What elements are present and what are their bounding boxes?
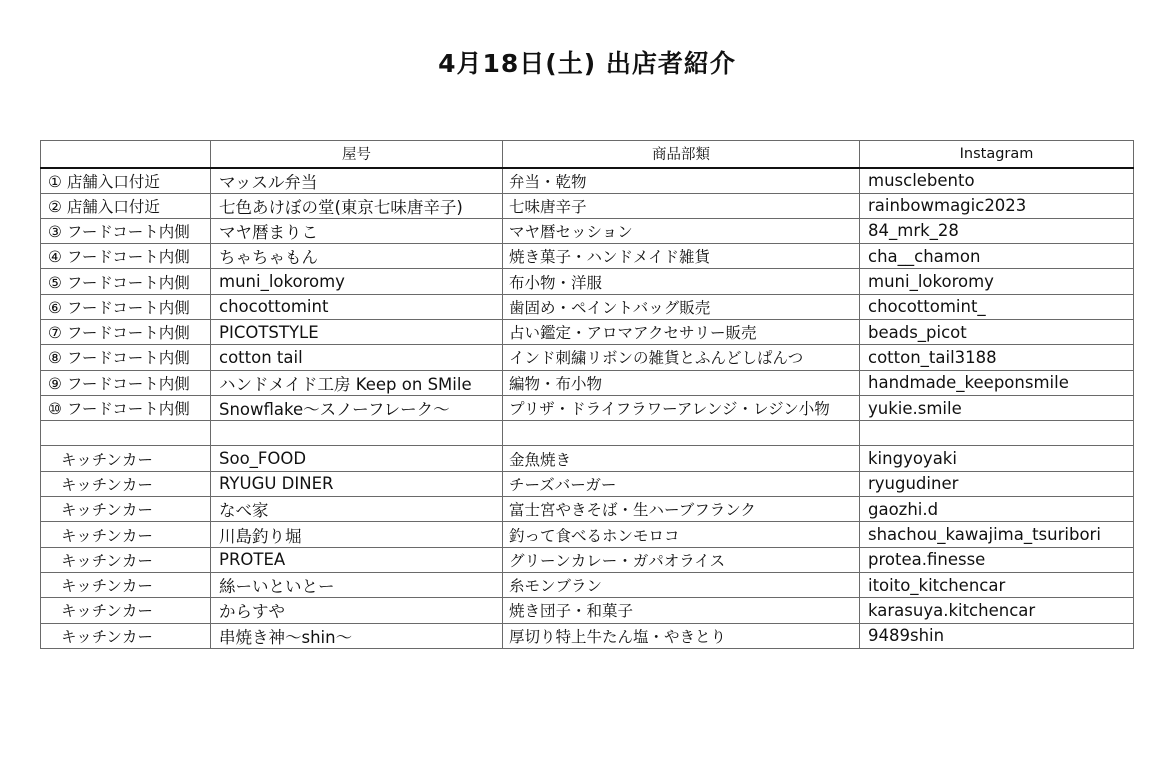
table-row (41, 598, 1134, 623)
location-cell: ⑨ フードコート内側 (41, 370, 211, 395)
location-cell: キッチンカー (41, 471, 211, 496)
shop-name-cell: からすや (211, 598, 503, 623)
product-category-cell: プリザ・ドライフラワーアレンジ・レジン小物 (503, 395, 860, 420)
instagram-cell: protea.finesse (860, 547, 1134, 572)
product-category-cell: 弁当・乾物 (503, 168, 860, 194)
product-category-cell: 七味唐辛子 (503, 193, 860, 218)
location-cell: ④ フードコート内側 (41, 244, 211, 269)
table-row (41, 497, 1134, 522)
shop-name-cell: 七色あけぼの堂(東京七味唐辛子) (211, 193, 503, 218)
location-cell: キッチンカー (41, 547, 211, 572)
location-cell: キッチンカー (41, 623, 211, 648)
shop-name-cell: PICOTSTYLE (211, 319, 503, 344)
table-row (41, 244, 1134, 269)
location-cell: キッチンカー (41, 598, 211, 623)
location-cell (41, 421, 211, 446)
instagram-cell: itoito_kitchencar (860, 572, 1134, 597)
instagram-cell: muni_lokoromy (860, 269, 1134, 294)
header-shop-name: 屋号 (211, 141, 503, 168)
table-row (41, 319, 1134, 344)
product-category-cell: 編物・布小物 (503, 370, 860, 395)
location-cell: ⑤ フードコート内側 (41, 269, 211, 294)
product-category-cell: 厚切り特上牛たん塩・やきとり (503, 623, 860, 648)
shop-name-cell: マヤ暦まりこ (211, 218, 503, 243)
instagram-cell: yukie.smile (860, 395, 1134, 420)
instagram-cell: cotton_tail3188 (860, 345, 1134, 370)
instagram-cell: gaozhi.d (860, 497, 1134, 522)
shop-name-cell: なべ家 (211, 497, 503, 522)
vendor-table (40, 140, 1134, 649)
table-row (41, 294, 1134, 319)
table-row (41, 446, 1134, 471)
location-cell: ① 店舗入口付近 (41, 168, 211, 194)
instagram-cell (860, 421, 1134, 446)
table-row (41, 421, 1134, 446)
shop-name-cell: 串焼き神～shin～ (211, 623, 503, 648)
shop-name-cell: Snowflake～スノーフレーク～ (211, 395, 503, 420)
table-row (41, 193, 1134, 218)
table-row (41, 395, 1134, 420)
instagram-cell: cha__chamon (860, 244, 1134, 269)
shop-name-cell: Soo_FOOD (211, 446, 503, 471)
vendor-table-body (41, 168, 1134, 649)
location-cell: ⑩ フードコート内側 (41, 395, 211, 420)
instagram-cell: chocottomint_ (860, 294, 1134, 319)
table-row (41, 522, 1134, 547)
location-cell: キッチンカー (41, 572, 211, 597)
product-category-cell: 焼き菓子・ハンドメイド雑貨 (503, 244, 860, 269)
table-row (41, 345, 1134, 370)
instagram-cell: beads_picot (860, 319, 1134, 344)
product-category-cell: 占い鑑定・アロマアクセサリー販売 (503, 319, 860, 344)
product-category-cell: 金魚焼き (503, 446, 860, 471)
shop-name-cell: 絲ーいといとー (211, 572, 503, 597)
product-category-cell: 富士宮やきそば・生ハーブフランク (503, 497, 860, 522)
shop-name-cell: 川島釣り堀 (211, 522, 503, 547)
header-instagram: Instagram (860, 141, 1134, 168)
instagram-cell: rainbowmagic2023 (860, 193, 1134, 218)
page-title: 4月18日(土) 出店者紹介 (438, 49, 736, 78)
location-cell: ⑧ フードコート内側 (41, 345, 211, 370)
product-category-cell: 糸モンブラン (503, 572, 860, 597)
shop-name-cell: PROTEA (211, 547, 503, 572)
location-cell: キッチンカー (41, 446, 211, 471)
shop-name-cell: cotton tail (211, 345, 503, 370)
product-category-cell: グリーンカレー・ガパオライス (503, 547, 860, 572)
product-category-cell: チーズバーガー (503, 471, 860, 496)
instagram-cell: shachou_kawajima_tsuribori (860, 522, 1134, 547)
shop-name-cell: ハンドメイド工房 Keep on SMile (211, 370, 503, 395)
product-category-cell: マヤ暦セッション (503, 218, 860, 243)
shop-name-cell: muni_lokoromy (211, 269, 503, 294)
table-row (41, 547, 1134, 572)
product-category-cell (503, 421, 860, 446)
product-category-cell: インド刺繍リボンの雑貨とふんどしぱんつ (503, 345, 860, 370)
location-cell: ② 店舗入口付近 (41, 193, 211, 218)
instagram-cell: handmade_keeponsmile (860, 370, 1134, 395)
table-row (41, 218, 1134, 243)
location-cell: キッチンカー (41, 522, 211, 547)
instagram-cell: ryugudiner (860, 471, 1134, 496)
instagram-cell: 84_mrk_28 (860, 218, 1134, 243)
table-row (41, 471, 1134, 496)
location-cell: ③ フードコート内側 (41, 218, 211, 243)
product-category-cell: 焼き団子・和菓子 (503, 598, 860, 623)
shop-name-cell: マッスル弁当 (211, 168, 503, 194)
product-category-cell: 釣って食べるホンモロコ (503, 522, 860, 547)
shop-name-cell: RYUGU DINER (211, 471, 503, 496)
table-row (41, 370, 1134, 395)
instagram-cell: kingyoyaki (860, 446, 1134, 471)
location-cell: ⑥ フードコート内側 (41, 294, 211, 319)
instagram-cell: 9489shin (860, 623, 1134, 648)
product-category-cell: 布小物・洋服 (503, 269, 860, 294)
location-cell: キッチンカー (41, 497, 211, 522)
table-header-row (41, 141, 1134, 168)
location-cell: ⑦ フードコート内側 (41, 319, 211, 344)
shop-name-cell: ちゃちゃもん (211, 244, 503, 269)
instagram-cell: musclebento (860, 168, 1134, 194)
table-row (41, 269, 1134, 294)
instagram-cell: karasuya.kitchencar (860, 598, 1134, 623)
table-row (41, 572, 1134, 597)
shop-name-cell (211, 421, 503, 446)
table-row (41, 168, 1134, 194)
header-location (41, 141, 211, 168)
product-category-cell: 歯固め・ペイントバッグ販売 (503, 294, 860, 319)
header-product-category: 商品部類 (503, 141, 860, 168)
table-row (41, 623, 1134, 648)
shop-name-cell: chocottomint (211, 294, 503, 319)
